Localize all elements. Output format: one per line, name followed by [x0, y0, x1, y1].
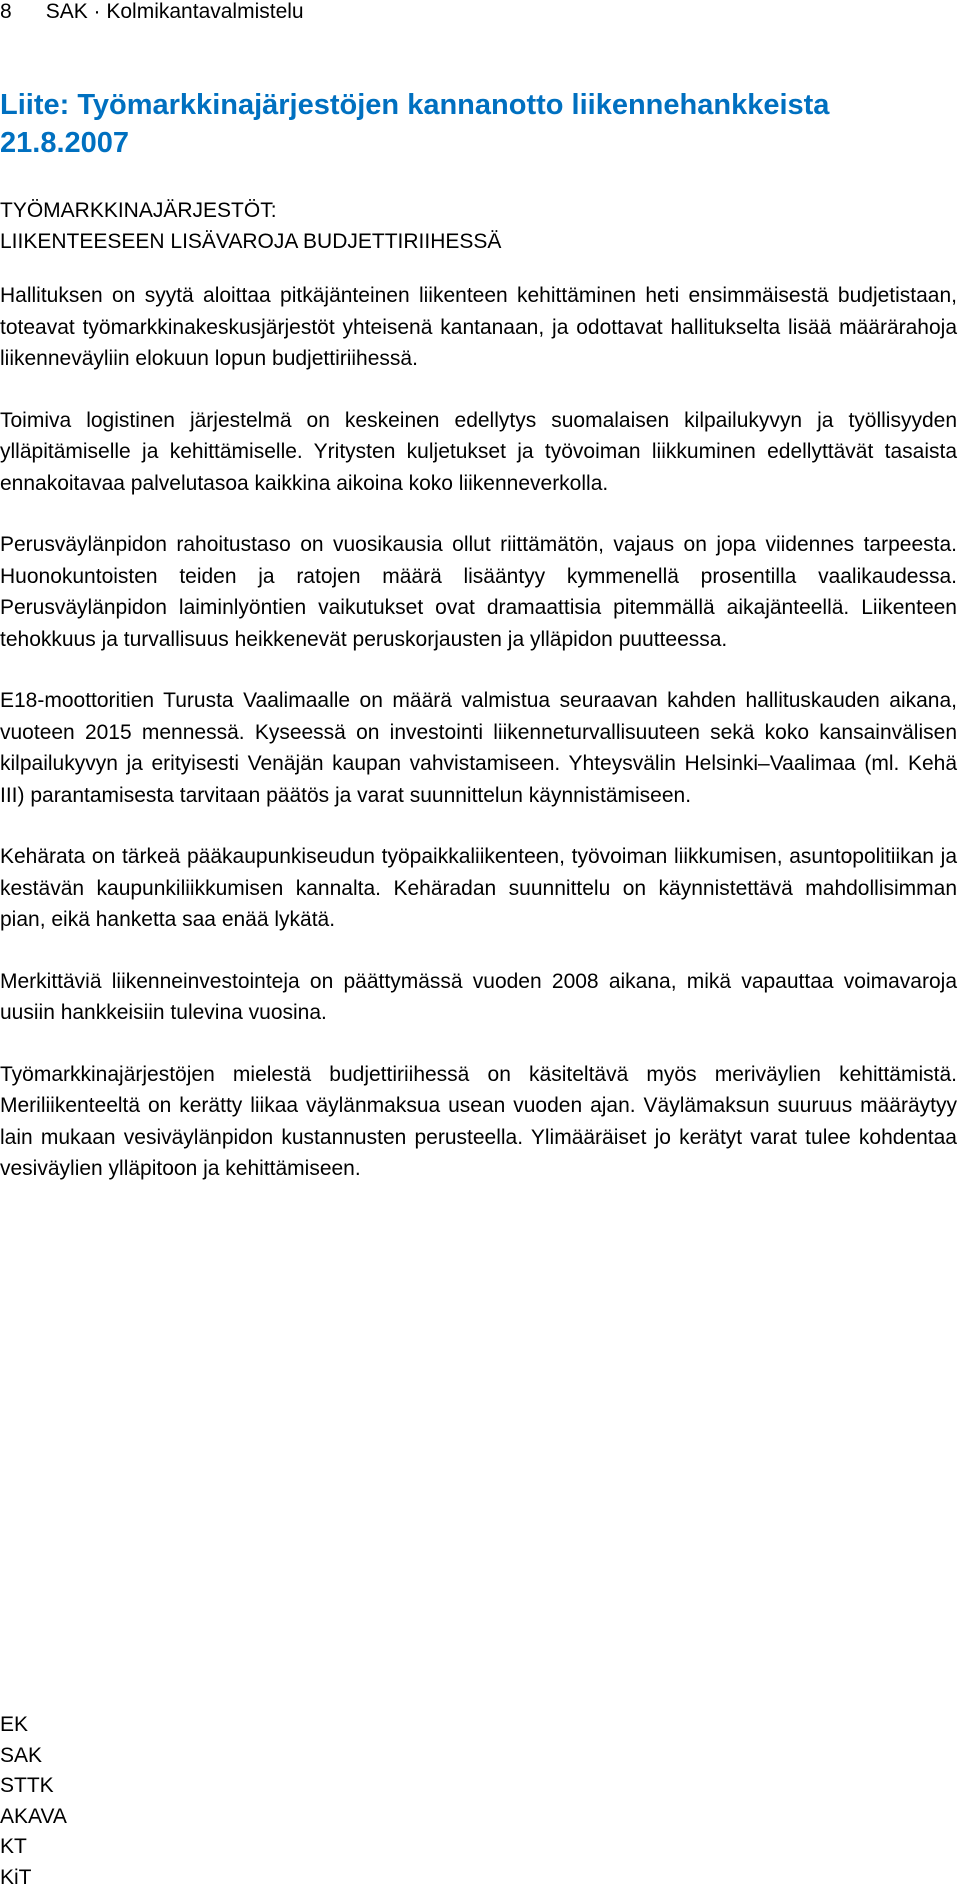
signatory-list — [0, 1710, 67, 1893]
signatory: EK — [0, 1713, 29, 1736]
signatory: KT — [0, 1835, 27, 1858]
paragraph: E18-moottoritien Turusta Vaalimaalle on määrä valmistua seuraavan kahden hallituskauden aikana, vuoteen 2015 mennessä. Kyseessä on investointi liikenneturvallisuuteen sekä koko kansainvälisen kilpailukyvyn ja erityisesti Venäjän kaupan vahvistamiseen. Yhteysvälin Helsinki–Vaalimaa (ml. Kehä III) parantamisesta tarvitaan päätös ja varat suunnittelun käynnistämiseen. — [0, 689, 957, 807]
paragraph: Perusväylänpidon rahoitustaso on vuosikausia ollut riittämätön, vajaus on jopa viidennes tarpeesta. Huonokuntoisten teiden ja ratojen määrä lisääntyy kymmenellä prosentilla vaalikaudessa. Perusväylänpidon laiminlyöntien vaikutukset ovat dramaattisia pitemmällä aikajänteellä. Liikenteen tehokkuus ja turvallisuus heikkenevät peruskorjausten ja ylläpidon puutteessa. — [0, 533, 957, 651]
signatory: STTK — [0, 1774, 54, 1797]
appendix-title: Liite: Työmarkkinajärjestöjen kannanotto liikennehankkeista 21.8.2007 — [0, 89, 830, 159]
paragraph: Kehärata on tärkeä pääkaupunkiseudun työpaikkaliikenteen, työvoiman liikkumisen, asuntopolitiikan ja kestävän kaupunkiliikkumisen kannalta. Kehäradan suunnittelu on käynnistettävä mahdollisimman pian, eikä hanketta saa enää lykätä. — [0, 845, 957, 931]
statement-body — [0, 280, 957, 1215]
signatory: KiT — [0, 1865, 32, 1889]
signatory: AKAVA — [0, 1804, 67, 1828]
statement-heading-line-2: LIIKENTEESEEN LISÄVAROJA BUDJETTIRIIHESSÄ — [0, 230, 502, 253]
paragraph: Merkittäviä liikenneinvestointeja on päättymässä vuoden 2008 aikana, mikä vapauttaa voimavaroja uusiin hankkeisiin tulevina vuosina. — [0, 969, 957, 1024]
page-number: 8 — [0, 0, 12, 23]
running-header — [0, 0, 304, 24]
paragraph: Hallituksen on syytä aloittaa pitkäjänteinen liikenteen kehittäminen heti ensimmäisestä budjetistaan, toteavat työmarkkinakeskusjärjestöt yhteisenä kantanaan, ja odottavat hallitukselta lisää määrärahoja liikenneväyliin elokuun lopun budjettiriihessä. — [0, 284, 957, 370]
paragraph: Työmarkkinajärjestöjen mielestä budjettiriihessä on käsiteltävä myös meriväylien kehittämistä. Meriliikenteeltä on kerätty liikaa väylänmaksua usean vuoden ajan. Väylämaksun suuruus määräytyy lain mukaan vesiväylänpidon kustannusten perusteella. Ylimääräiset jo kerätyt varat tulee kohdentaa vesiväylien ylläpitoon ja kehittämiseen. — [0, 1062, 957, 1180]
statement-heading-line-1: TYÖMARKKINAJÄRJESTÖT: — [0, 199, 277, 222]
running-title: SAK · Kolmikantavalmistelu — [45, 0, 304, 23]
signatory: SAK — [0, 1743, 43, 1767]
statement-heading — [0, 195, 940, 257]
paragraph: Toimiva logistinen järjestelmä on keskeinen edellytys suomalaisen kilpailukyvyn ja työllisyyden ylläpitämiselle ja kehittämiselle. Yritysten kuljetukset ja työvoiman liikkuminen edellyttävät tasaista ennakoitavaa palvelutasoa kaikkina aikoina koko liikenneverkolla. — [0, 408, 957, 495]
